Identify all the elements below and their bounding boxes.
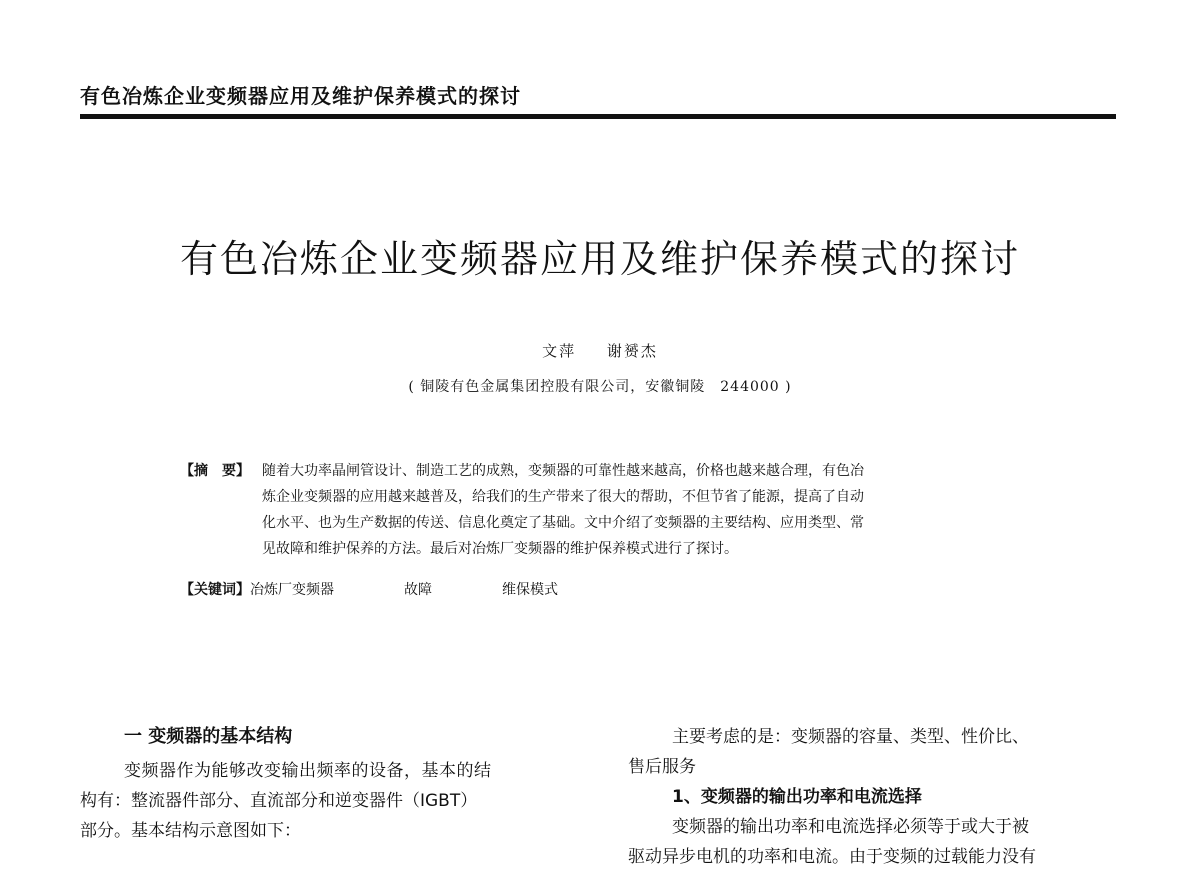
author-1: 文萍 bbox=[542, 342, 577, 360]
keywords-label: 【关键词】 bbox=[180, 582, 250, 598]
body-line: 主要考虑的是：变频器的容量、类型、性价比、 bbox=[672, 727, 1029, 747]
subsection-heading: 1、变频器的输出功率和电流选择 bbox=[672, 787, 922, 807]
abstract bbox=[180, 458, 1030, 562]
keyword: 故障 bbox=[404, 582, 432, 598]
body-line: 变频器的输出功率和电流选择必须等于或大于被 bbox=[672, 817, 1029, 837]
section-heading: 一 变频器的基本结构 bbox=[124, 726, 293, 747]
abstract-line: 随着大功率晶闸管设计、制造工艺的成熟，变频器的可靠性越来越高，价格也越来越合理，有色冶 bbox=[262, 463, 864, 479]
abstract-body bbox=[180, 458, 1030, 562]
running-header: 有色冶炼企业变频器应用及维护保养模式的探讨 bbox=[80, 84, 521, 108]
body-line: 驱动异步电机的功率和电流。由于变频的过载能力没有 bbox=[628, 847, 1036, 867]
body-line: 部分。基本结构示意图如下： bbox=[80, 821, 301, 841]
header-rule bbox=[80, 114, 1116, 119]
keywords bbox=[180, 578, 558, 602]
keyword: 冶炼厂变频器 bbox=[250, 582, 334, 598]
left-column bbox=[80, 722, 580, 846]
author-2: 谢赟杰 bbox=[606, 342, 658, 360]
authors bbox=[0, 340, 1200, 361]
body-line: 变频器作为能够改变输出频率的设备，基本的结 bbox=[124, 761, 492, 781]
keyword: 维保模式 bbox=[502, 582, 558, 598]
affiliation: ( 铜陵有色金属集团控股有限公司，安徽铜陵 244000 ) bbox=[408, 379, 792, 395]
body-line: 售后服务 bbox=[628, 757, 696, 777]
article-title: 有色冶炼企业变频器应用及维护保养模式的探讨 bbox=[179, 237, 1020, 281]
abstract-line: 化水平、也为生产数据的传送、信息化奠定了基础。文中介绍了变频器的主要结构、应用类型、常 bbox=[262, 515, 864, 531]
body-line: 构有：整流器件部分、直流部分和逆变器件（IGBT） bbox=[80, 791, 478, 811]
abstract-label: 【摘 要】 bbox=[180, 463, 250, 479]
abstract-line: 见故障和维护保养的方法。最后对冶炼厂变频器的维护保养模式进行了探讨。 bbox=[262, 541, 738, 557]
right-column bbox=[628, 722, 1118, 872]
abstract-line: 炼企业变频器的应用越来越普及，给我们的生产带来了很大的帮助，不但节省了能源，提高了自动 bbox=[262, 489, 864, 505]
